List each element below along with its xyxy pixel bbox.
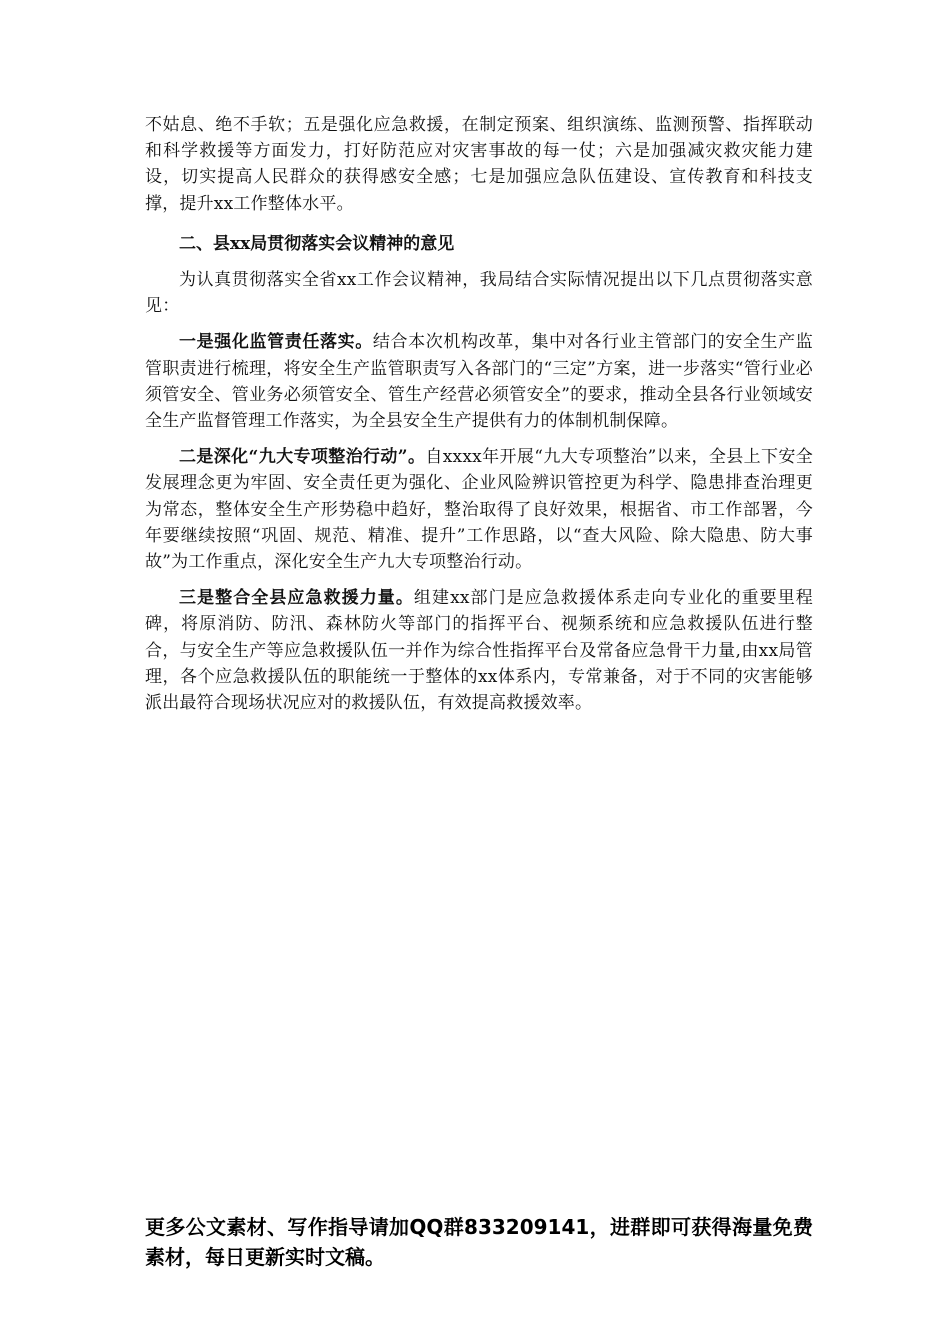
intro-paragraph: 为认真贯彻落实全省xx工作会议精神，我局结合实际情况提出以下几点贯彻落实意见：	[145, 270, 813, 317]
point-three-lead: 三是整合全县应急救援力量。	[179, 588, 414, 609]
point-three-body: 组建xx部门是应急救援体系走向专业化的重要里程碑，将原消防、防汛、森林防火等部门的指挥平台、视频系统和应急救援队伍进行整合，与安全生产等应急救援队伍一并作为综合性指挥平台及常备应急骨干力量,由xx局管理，各个应急救援队伍的职能统一于整体的xx体系内，专常兼备，对于不同的灾害能够派出最符合现场状况应对的救援队伍，有效提高救援效率。	[145, 588, 813, 714]
point-one-body: 结合本次机构改革，集中对各行业主管部门的安全生产监管职责进行梳理，将安全生产监管职责写入各部门的“三定”方案，进一步落实“管行业必须管安全、管业务必须管安全、管生产经营必须管安全”的要求，推动全县各行业领域安全生产监督管理工作落实，为全县安全生产提供有力的体制机制保障。	[145, 332, 814, 432]
document-body	[145, 112, 813, 716]
point-two-lead: 二是深化“九大专项整治行动”。	[179, 447, 426, 468]
point-two-body: 自xxxx年开展“九大专项整治”以来，全县上下安全发展理念更为牢固、安全责任更为强化、企业风险辨识管控更为科学、隐患排查治理更为常态，整体安全生产形势稳中趋好，整治取得了良好效果，根据省、市工作部署，今年要继续按照“巩固、规范、精准、提升”工作思路，以“查大风险、除大隐患、防大事故”为工作重点，深化安全生产九大专项整治行动。	[145, 447, 814, 573]
point-three-paragraph	[145, 585, 813, 716]
point-two-paragraph	[145, 444, 813, 575]
point-one-paragraph	[145, 329, 813, 434]
footer-promo-text: 更多公文素材、写作指导请加QQ群833209141，进群即可获得海量免费素材，每日更新实时文稿。	[145, 1215, 813, 1269]
section-heading: 二、县xx局贯彻落实会议精神的意见	[179, 233, 455, 254]
point-one-lead: 一是强化监管责任落实。	[179, 332, 373, 353]
continuation-paragraph: 不姑息、绝不手软；五是强化应急救援，在制定预案、组织演练、监测预警、指挥联动和科学救援等方面发力，打好防范应对灾害事故的每一仗；六是加强减灾救灾能力建设，切实提高人民群众的获得感安全感；七是加强应急队伍建设、宣传教育和科技支撑，提升xx工作整体水平。	[145, 115, 813, 214]
